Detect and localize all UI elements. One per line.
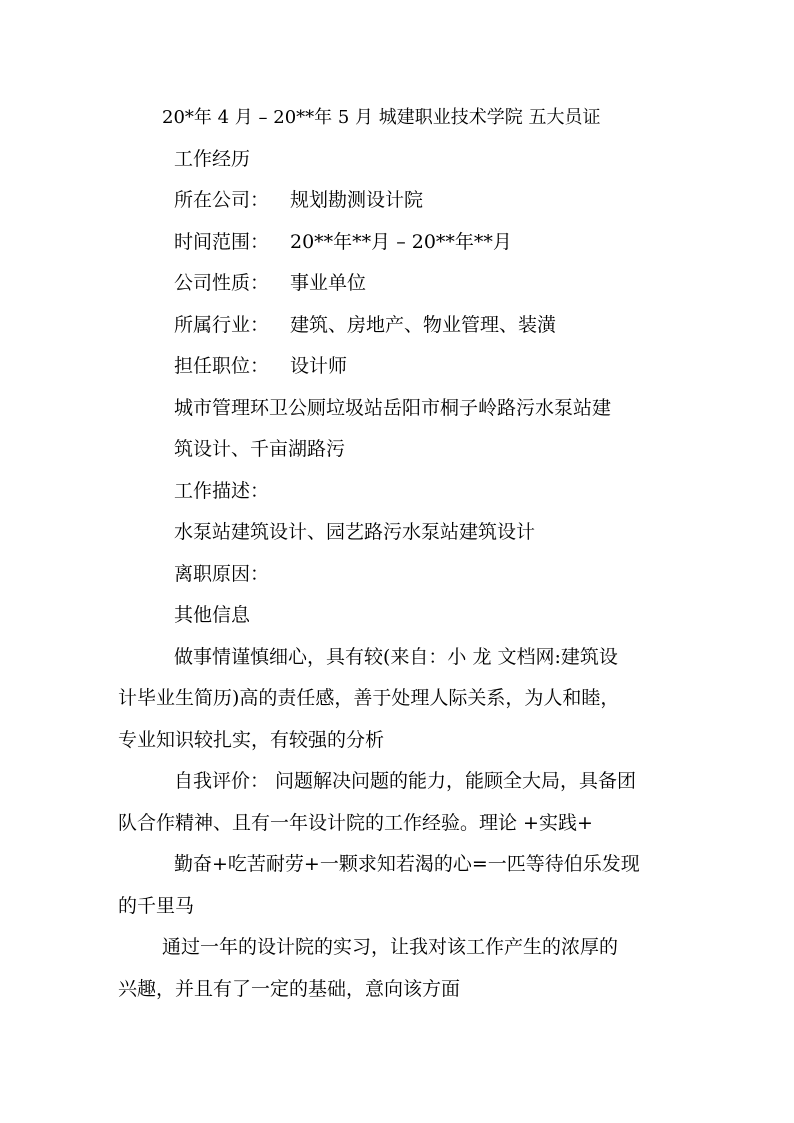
- job-intent-line-2: 兴趣，并且有了一定的基础，意向该方面: [118, 978, 461, 1000]
- period-label: 时间范围：: [174, 231, 270, 253]
- self-evaluation-line-1: 自我评价： 问题解决问题的能力，能顾全大局，具备团: [174, 770, 637, 792]
- work-description-line: 水泵站建筑设计、园艺路污水泵站建筑设计: [174, 521, 536, 543]
- self-evaluation-line-2: 队合作精神、且有一年设计院的工作经验。理论 +实践+: [118, 812, 593, 834]
- industry-row: [174, 316, 556, 335]
- company-value: 规划勘测设计院: [290, 189, 424, 211]
- education-line: 20*年 4 月 – 20**年 5 月 城建职业技术学院 五大员证: [162, 107, 601, 128]
- nature-row: [174, 274, 366, 293]
- position-row: [174, 357, 347, 376]
- job-intent-line-1: 通过一年的设计院的实习，让我对该工作产生的浓厚的: [162, 936, 619, 958]
- period-row: [174, 233, 512, 252]
- self-evaluation-line-4: 的千里马: [118, 895, 195, 917]
- industry-label: 所属行业：: [174, 314, 270, 336]
- company-row: [174, 191, 423, 210]
- nature-label: 公司性质：: [174, 272, 270, 294]
- section-heading-other: 其他信息: [174, 604, 251, 626]
- self-description-line-3: 专业知识较扎实，有较强的分析: [118, 729, 385, 751]
- section-heading-work: 工作经历: [174, 148, 251, 170]
- self-description-line-2: 计毕业生简历)高的责任感，善于处理人际关系，为人和睦，: [118, 687, 620, 709]
- nature-value: 事业单位: [290, 272, 367, 294]
- projects-line-2: 筑设计、千亩湖路污: [174, 438, 346, 460]
- company-label: 所在公司：: [174, 189, 270, 211]
- position-value: 设计师: [290, 355, 348, 377]
- position-label: 担任职位：: [174, 355, 270, 377]
- industry-value: 建筑、房地产、物业管理、装潢: [290, 314, 557, 336]
- self-evaluation-line-3: 勤奋+吃苦耐劳+一颗求知若渴的心=一匹等待伯乐发现: [174, 853, 640, 875]
- leave-reason-label: 离职原因：: [174, 563, 270, 585]
- self-description-line-1: 做事情谨慎细心，具有较(来自：小 龙 文档网:建筑设: [174, 646, 618, 668]
- projects-line-1: 城市管理环卫公厕垃圾站岳阳市桐子岭路污水泵站建: [174, 397, 612, 419]
- period-value: 20**年**月 – 20**年**月: [290, 231, 512, 253]
- work-description-label: 工作描述：: [174, 480, 270, 502]
